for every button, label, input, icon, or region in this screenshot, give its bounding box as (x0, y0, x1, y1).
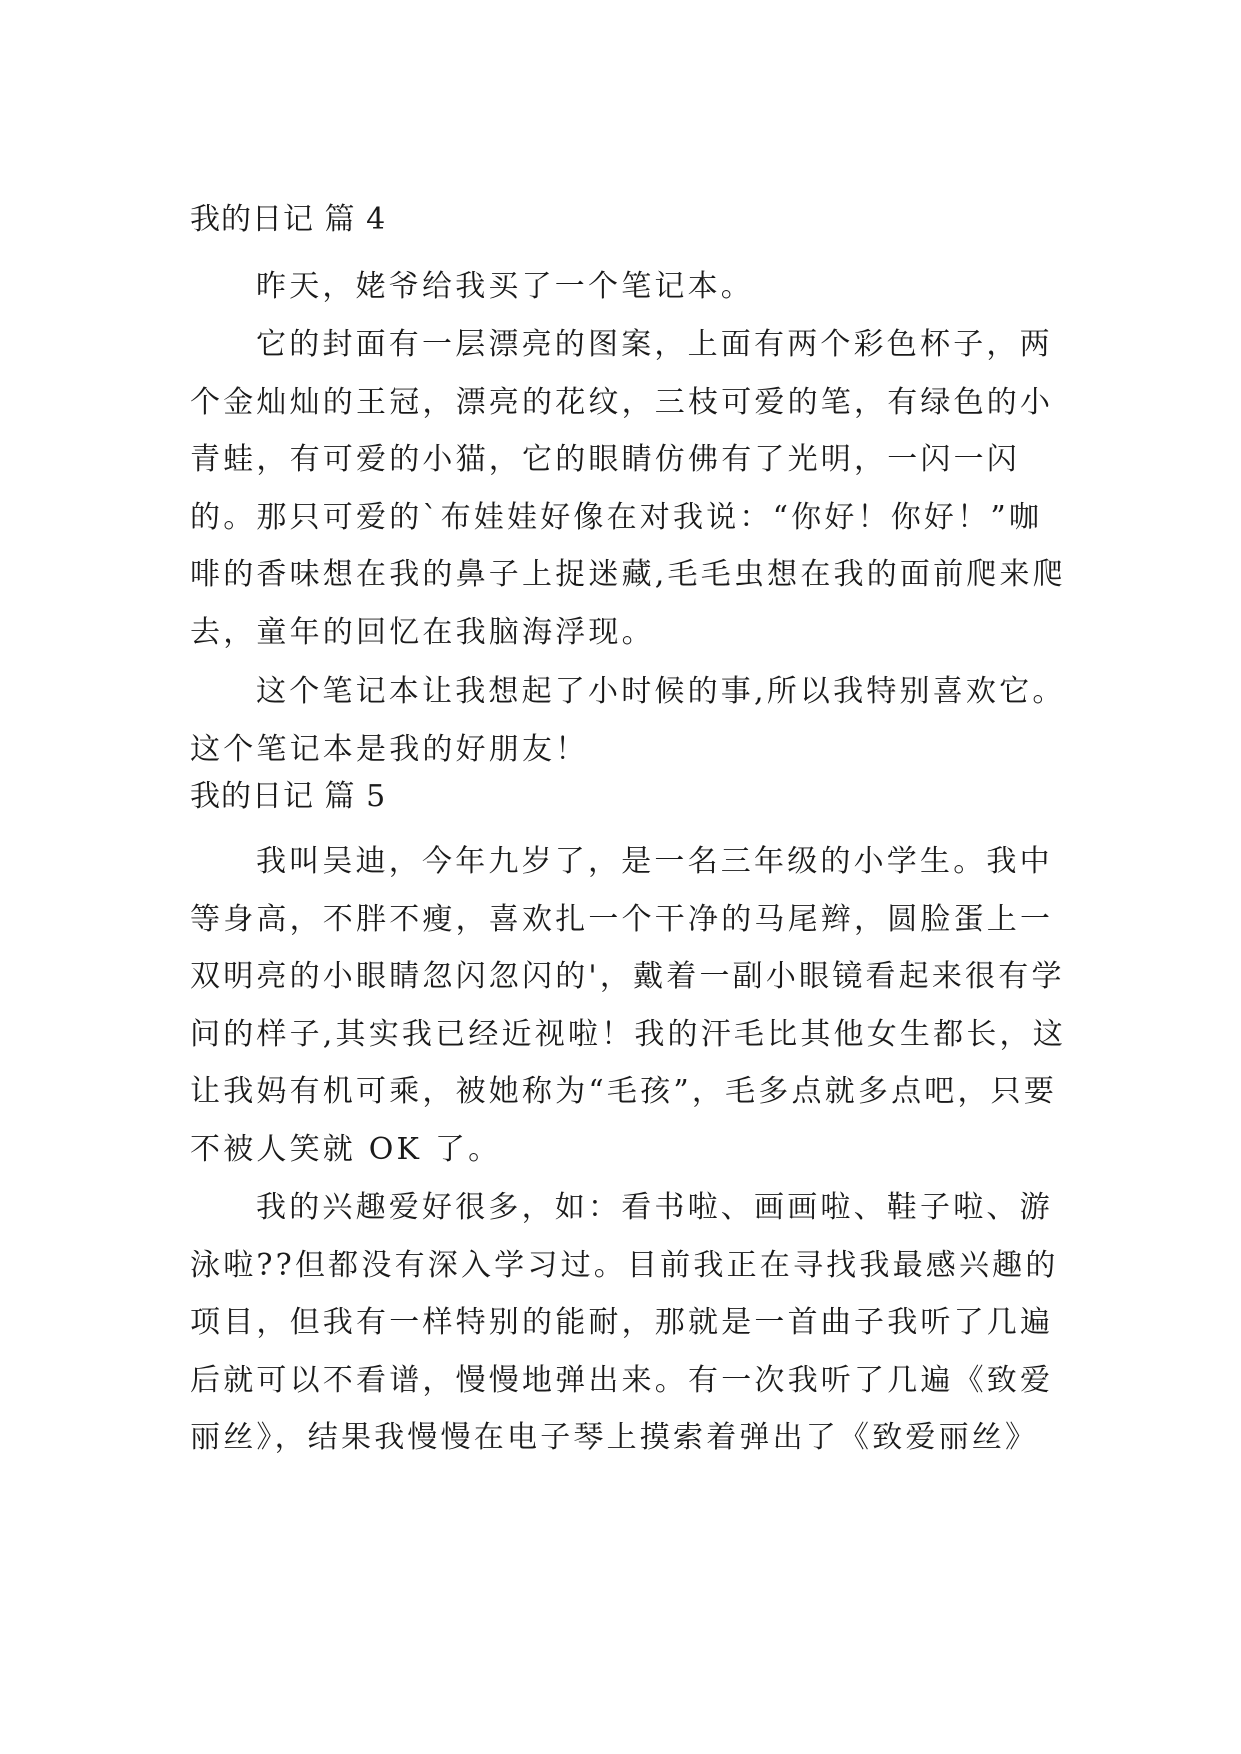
paragraph: 我的兴趣爱好很多，如：看书啦、画画啦、鞋子啦、游泳啦??但都没有深入学习过。目前我正在寻找我最感兴趣的项目，但我有一样特别的能耐，那就是一首曲子我听了几遍后就可以不看谱，慢慢地弹出来。有一次我听了几遍《致爱丽丝》，结果我慢慢在电子琴上摸索着弹出了《致爱丽丝》 (190, 1190, 1059, 1455)
section-heading: 我的日记 篇 4 (190, 202, 387, 237)
document-page (190, 0, 1070, 1754)
paragraph: 这个笔记本让我想起了小时候的事,所以我特别喜欢它。这个笔记本是我的好朋友！ (190, 674, 1066, 767)
section-heading: 我的日记 篇 5 (190, 779, 387, 814)
paragraph: 昨天，姥爷给我买了一个笔记本。 (256, 269, 754, 304)
paragraph: 它的封面有一层漂亮的图案，上面有两个彩色杯子，两个金灿灿的王冠，漂亮的花纹，三枝可爱的笔，有绿色的小青蛙，有可爱的小猫，它的眼睛仿佛有了光明，一闪一闪的。那只可爱的`布娃娃好像在对我说：“你好！你好！”咖啡的香味想在我的鼻子上捉迷藏,毛毛虫想在我的面前爬来爬去，童年的回忆在我脑海浮现。 (190, 327, 1066, 650)
paragraph: 我叫吴迪，今年九岁了，是一名三年级的小学生。我中等身高，不胖不瘦，喜欢扎一个干净的马尾辫，圆脸蛋上一双明亮的小眼睛忽闪忽闪的'，戴着一副小眼镜看起来很有学问的样子,其实我已经近视啦！我的汗毛比其他女生都长，这让我妈有机可乘，被她称为“毛孩”，毛多点就多点吧，只要不被人笑就 OK 了。 (190, 844, 1066, 1167)
